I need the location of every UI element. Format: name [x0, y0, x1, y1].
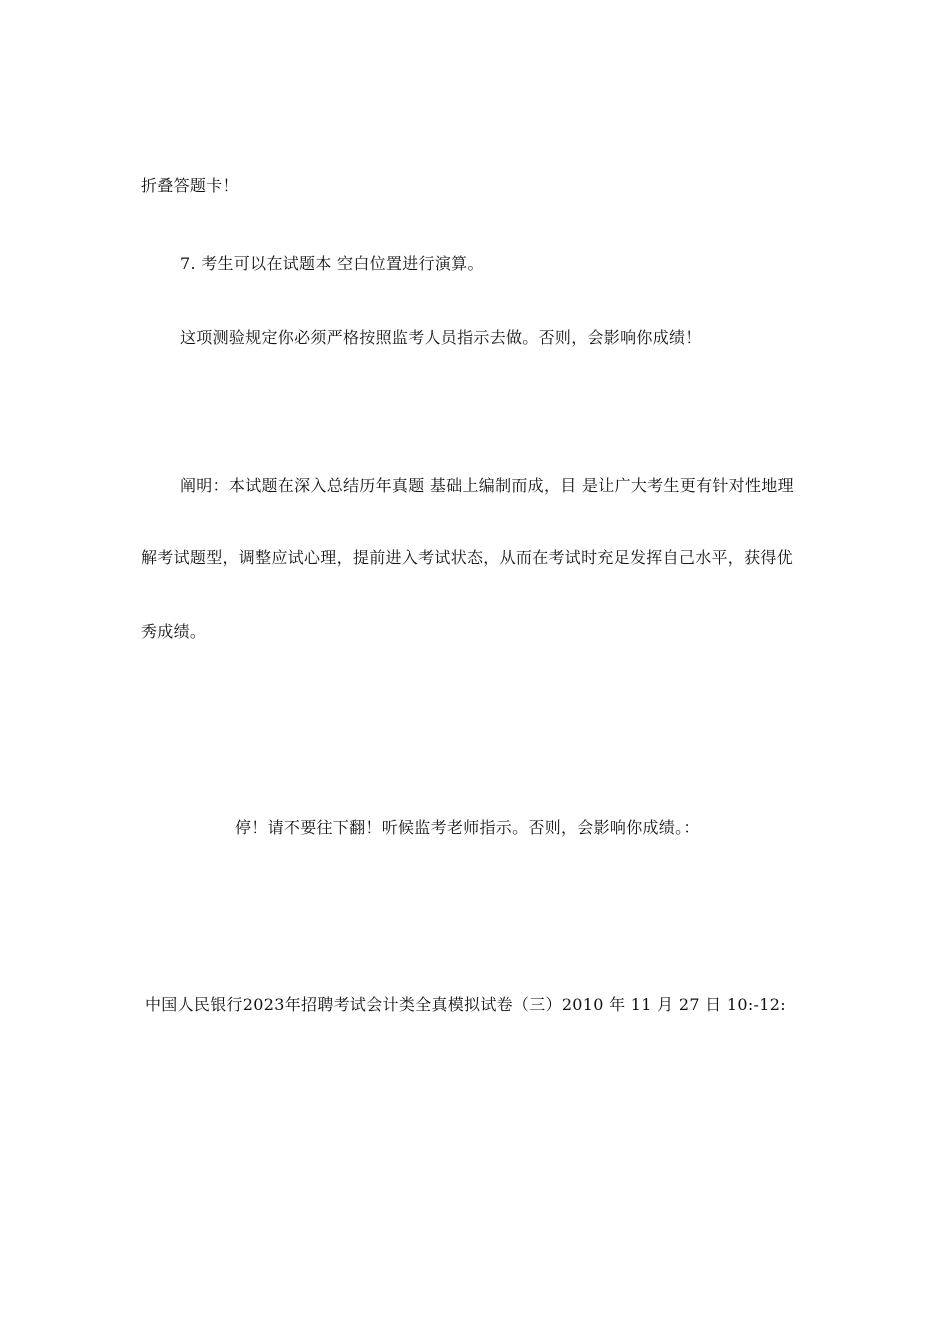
statement-line-3: 秀成绩。: [141, 622, 207, 641]
statement-line-1: 阐明：本试题在深入总结历年真题 基础上编制而成，目 是让广大考生更有针对性地理: [180, 476, 794, 495]
instruction-fold-card-tail: 折叠答题卡！: [141, 176, 239, 195]
instruction-item-7: 7. 考生可以在试题本 空白位置进行演算。: [180, 254, 484, 273]
instruction-warning: 这项测验规定你必须严格按照监考人员指示去做。否则，会影响你成绩！: [180, 328, 702, 347]
statement-line-2: 解考试题型，调整应试心理，提前进入考试状态，从而在考试时充足发挥自己水平，获得优: [141, 548, 794, 567]
exam-title-line: 中国人民银行2023年招聘考试会计类全真模拟试卷（三）2010 年 11 月 27 日 10:-12:: [145, 995, 786, 1014]
stop-notice: 停！请不要往下翻！听候监考老师指示。否则，会影响你成绩。：: [235, 818, 700, 837]
